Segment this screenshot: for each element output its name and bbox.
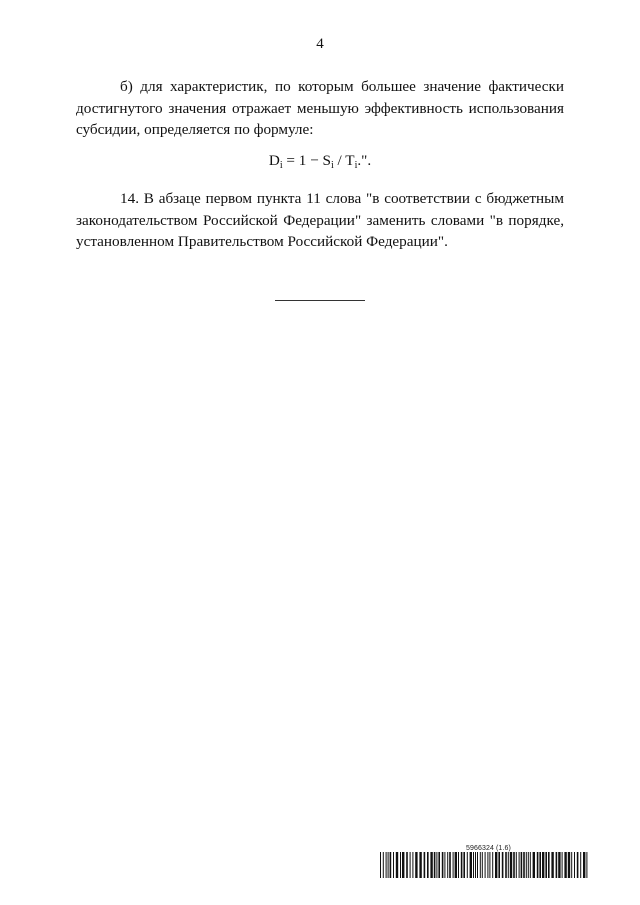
barcode-icon: [380, 852, 590, 878]
formula-d: D: [268, 152, 280, 169]
formula-s: S: [322, 152, 331, 169]
page-number: 4: [316, 36, 324, 52]
formula-end: .".: [357, 152, 372, 169]
formula-t-subscript: i: [354, 160, 358, 171]
formula: [0, 152, 640, 171]
formula-s-subscript: i: [330, 160, 334, 171]
end-of-text-rule: [275, 300, 365, 301]
formula-slash: /: [333, 152, 346, 169]
paragraph-item-14: 14. В абзаце первом пункта 11 слова "в соответствии с бюджетным законодательством Российской Федерации" заменить словами "в порядке, установленном Правительством Российской Федерации".: [76, 190, 564, 250]
formula-t: T: [345, 152, 355, 169]
document-code: 5966324 (1.6): [466, 845, 511, 852]
formula-equals-part: = 1 −: [282, 152, 323, 169]
paragraph-item-b: б) для характеристик, по которым большее значение фактически достигнутого значения отражает меньшую эффективность использования субсидии, определяется по формуле:: [76, 78, 564, 138]
formula-d-subscript: i: [279, 160, 283, 171]
